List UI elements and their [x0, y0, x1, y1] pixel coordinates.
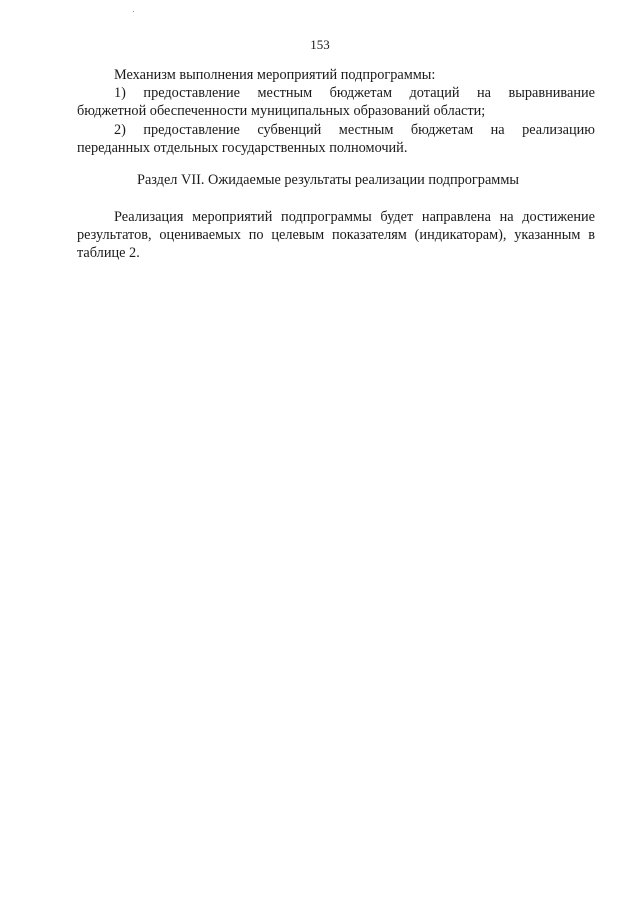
mechanism-block	[77, 66, 595, 157]
mechanism-item-2-line-1: 2) предоставление субвенций местным бюджетам на реализацию	[114, 121, 595, 138]
scan-speck	[133, 11, 134, 12]
page-number: 153	[310, 37, 330, 52]
mechanism-item-1-line-1: 1) предоставление местным бюджетам дотаций на выравнивание	[114, 85, 595, 102]
mechanism-item-1-line-2: бюджетной обеспеченности муниципальных образований области;	[77, 103, 486, 120]
section-paragraph: Реализация мероприятий подпрограммы будет направлена на достижение результатов, оцениваемых по целевым показателям (индикаторам), указанным в таблице 2.	[77, 209, 595, 262]
section-heading: Раздел VII. Ожидаемые результаты реализации подпрограммы	[137, 172, 519, 188]
section-body	[77, 208, 595, 263]
mechanism-intro: Механизм выполнения мероприятий подпрограммы:	[114, 67, 436, 83]
mechanism-item-2-line-2: переданных отдельных государственных полномочий.	[77, 139, 408, 156]
